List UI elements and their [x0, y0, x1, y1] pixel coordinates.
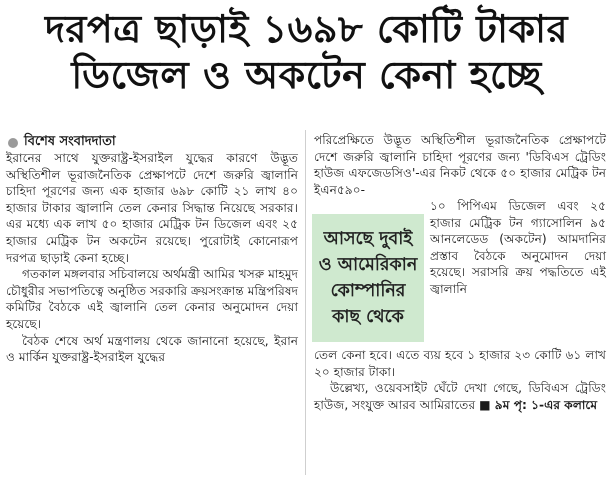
right-column-top — [314, 132, 606, 198]
left-paragraph-2: গতকাল মঙ্গলবার সচিবালয়ে অর্থমন্ত্রী আমির খসরু মাহমুদ চৌধুরীর সভাপতিত্বে অনুষ্ঠিত সরকারি ক্রয়সংক্রান্ত মন্ত্রিপরিষদ কমিটির বৈঠকে এই জ্বালানি তেল কেনার অনুমোদন দেয়া হয়েছে। — [6, 267, 298, 331]
pull-quote-line-2: ও আমেরিকান — [318, 255, 418, 275]
right-paragraph-bottom-2-text: উল্লেখ্য, ওয়েবসাইট ঘেঁটে দেখা গেছে, ডিবিএস ট্রেডিং হাউজ, সংযুক্ত আরব আমিরাতের — [314, 381, 606, 412]
bullet-dot-icon — [8, 138, 18, 148]
headline-line-1: দরপত্র ছাড়াই ১৬৯৮ কোটি টাকার — [45, 7, 568, 51]
pull-quote-line-4: কাছ থেকে — [332, 307, 404, 327]
continuation-jump-text: ৯ম পৃ: ১-এর কলামে — [494, 397, 598, 412]
right-column-bottom — [314, 347, 606, 413]
continuation-jump[interactable]: ■ ৯ম পৃ: ১-এর কলামে — [479, 397, 598, 412]
right-paragraph-top: পরিপ্রেক্ষিতে উদ্ভূত অস্থিতিশীল ভূরাজনৈতিক প্রেক্ষাপটে দেশে জরুরি জ্বালানি চাহিদা পূরণের জন্য 'ডিবিএস ট্রেডিং হাউজ এফজেডসিও'-এর নিকট থেকে ৫০ হাজার মেট্রিক টন ইএন৫৯০- — [314, 133, 606, 197]
right-paragraph-bottom-1: তেল কেনা হবে। এতে ব্যয় হবে ১ হাজার ২৩ কোটি ৬১ লাখ ২০ হাজার টাকা। — [314, 348, 606, 379]
pull-quote-line-1: আসছে দুবাই — [323, 229, 413, 249]
pull-quote-line-3: কোম্পানির — [330, 281, 406, 301]
pull-quote-box — [312, 214, 424, 342]
left-column — [6, 150, 298, 366]
headline-line-2: ডিজেল ও অকটেন কেনা হচ্ছে — [71, 53, 542, 97]
right-paragraph-narrow: ১০ পিপিএম ডিজেল এবং ২৫ হাজার মেট্রিক টন গ্যাসোলিন ৯৫ আনলেডেড (অকটেন) আমদানির প্রস্তাব বৈঠকে অনুমোদন দেয়া হয়েছে। সরাসরি ক্রয় পদ্ধতিতে এই জ্বালানি — [430, 199, 606, 296]
right-column-narrow — [430, 198, 606, 298]
column-divider — [305, 130, 306, 475]
byline-text: বিশেষ সংবাদদাতা — [24, 134, 116, 149]
right-paragraph-bottom-2 — [314, 380, 606, 413]
left-paragraph-1: ইরানের সাথে যুক্তরাষ্ট্র-ইসরাইল যুদ্ধের কারণে উদ্ভূত অস্থিতিশীল ভূরাজনৈতিক প্রেক্ষাপটে দেশে জরুরি জ্বালানি চাহিদা পূরণের জন্য এক হাজার ৬৯৮ কোটি ২১ লাখ ৪০ হাজার টাকার জ্বালানি তেল কেনার সিদ্ধান্ত নিয়েছে সরকার। এর মধ্যে এক লাখ ৫০ হাজার মেট্রিক টন ডিজেল এবং ২৫ হাজার মেট্রিক টন অকটেন রয়েছে। পুরোটাই কোনোরূপ দরপত্র ছাড়াই কেনা হচ্ছে। — [6, 151, 298, 265]
headline — [0, 6, 613, 98]
left-paragraph-3: বৈঠক শেষে অর্থ মন্ত্রণালয় থেকে জানানো হয়েছে, ইরান ও মার্কিন যুক্তরাষ্ট্র-ইসরাইল যুদ্ধের — [6, 333, 298, 365]
